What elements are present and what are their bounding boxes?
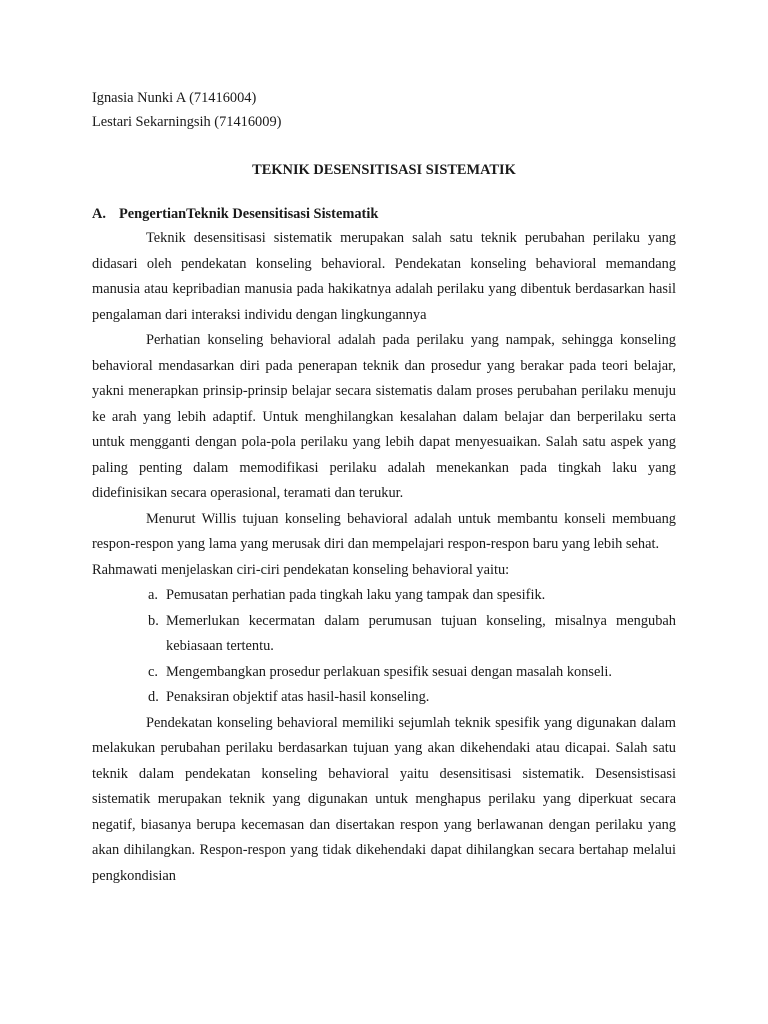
list-item xyxy=(148,660,676,686)
paragraph-2: Perhatian konseling behavioral adalah pada perilaku yang nampak, sehingga konseling behavioral mendasarkan diri pada penerapan teknik dan prosedur yang berakar pada teori belajar, yakni menerapkan prinsip-prinsip belajar secara sistematis dalam proses perubahan perilaku menuju ke arah yang lebih adaptif. Untuk menghilangkan kesalahan dalam belajar dan berperilaku serta untuk mengganti dengan pola-pola perilaku yang lebih dapat menyesuaikan. Salah satu aspek yang paling penting dalam memodifikasi perilaku adalah menekankan pada tingkah laku yang didefinisikan secara operasional, teramati dan terukur. xyxy=(92,332,676,501)
list-marker: a. xyxy=(148,587,158,603)
paragraph-final: Pendekatan konseling behavioral memiliki sejumlah teknik spesifik yang digunakan dalam melakukan perubahan perilaku berdasarkan tujuan yang akan dikehendaki atau dicapai. Salah satu teknik dalam pendekatan konseling behavioral yaitu desensitisasi sistematik. Desensistisasi sistematik merupakan teknik yang digunakan untuk menghapus perilaku yang diperkuat secara negatif, biasanya berupa kecemasan dan disertakan respon yang berlawanan dengan perilaku yang akan dihilangkan. Respon-respon yang tidak dikehendaki dapat dihilangkan secara bertahap melalui pengkondisian xyxy=(92,714,676,884)
paragraph-3: Menurut Willis tujuan konseling behavioral adalah untuk membantu konseli membuang respon-respon yang lama yang merusak diri dan mempelajari respon-respon baru yang lebih sehat. xyxy=(92,510,676,552)
list-item-text: Pemusatan perhatian pada tingkah laku yang tampak dan spesifik. xyxy=(166,587,546,603)
paragraph-1: Teknik desensitisasi sistematik merupakan salah satu teknik perubahan perilaku yang didasari oleh pendekatan konseling behavioral. Pendekatan konseling behavioral memandang manusia atau kepribadian manusia pada hakikatnya adalah perilaku yang dibentuk berdasarkan hasil pengalaman dari interaksi individu dengan lingkungannya xyxy=(92,230,676,323)
list-item xyxy=(148,583,676,609)
list-item xyxy=(148,609,676,660)
list-marker: c. xyxy=(148,663,158,680)
list-item-text: Penaksiran objektif atas hasil-hasil konseling. xyxy=(166,689,430,705)
list-intro: Rahmawati menjelaskan ciri-ciri pendekatan konseling behavioral yaitu: xyxy=(92,561,510,578)
document-title: TEKNIK DESENSITISASI SISTEMATIK xyxy=(252,162,516,178)
author-line-2: Lestari Sekarningsih (71416009) xyxy=(92,114,282,130)
section-heading xyxy=(92,202,676,226)
list-item-text: Memerlukan kecermatan dalam perumusan tujuan konseling, misalnya mengubah kebiasaan tertentu. xyxy=(166,612,676,654)
list-item xyxy=(148,685,676,711)
characteristics-list xyxy=(92,583,676,711)
section-title: PengertianTeknik Desensitisasi Sistematik xyxy=(119,206,379,222)
list-marker: b. xyxy=(148,612,159,629)
list-marker: d. xyxy=(148,689,159,705)
author-line-1: Ignasia Nunki A (71416004) xyxy=(92,90,257,106)
list-item-text: Mengembangkan prosedur perlakuan spesifik sesuai dengan masalah konseli. xyxy=(166,663,612,680)
section-number: A. xyxy=(92,206,106,222)
